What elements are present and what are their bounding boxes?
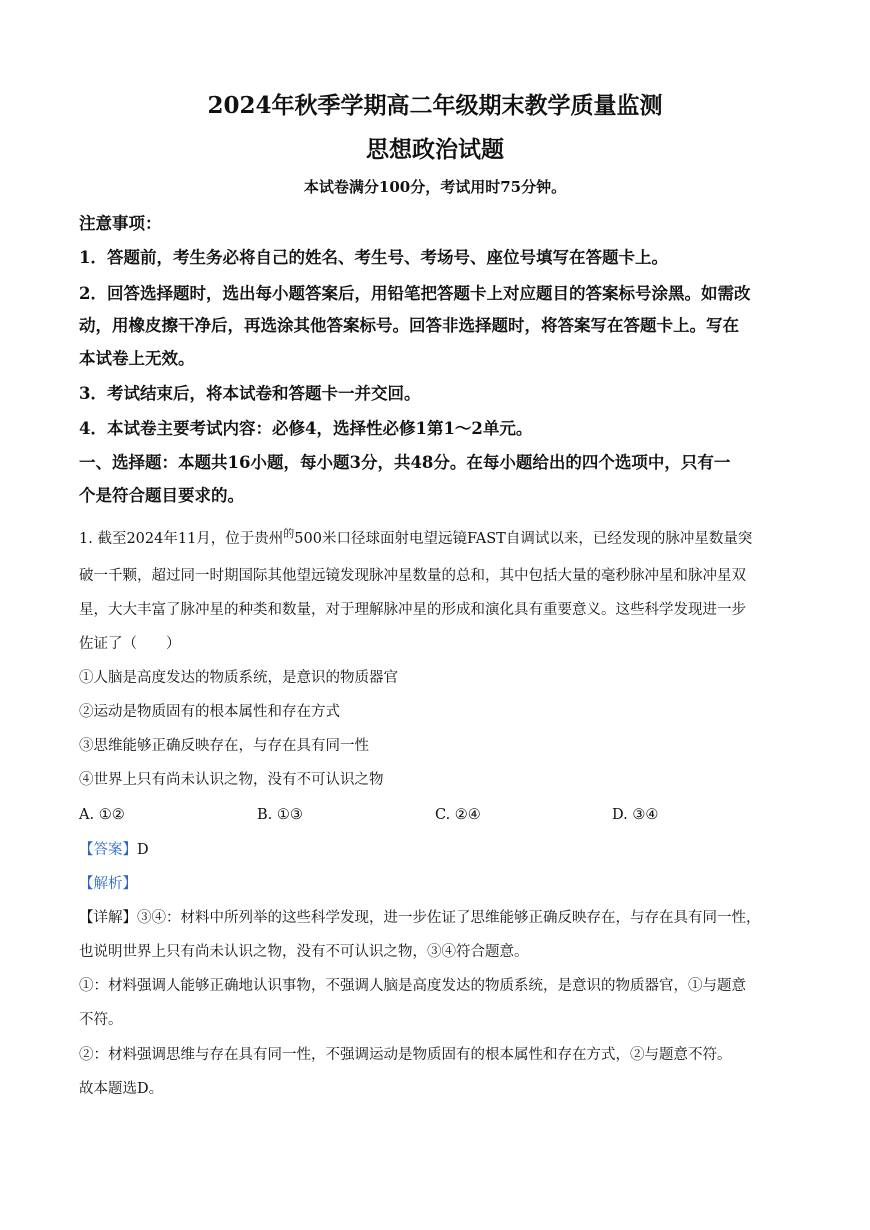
exam-title: 2024年秋季学期高二年级期末教学质量监测 (207, 92, 663, 119)
superscript-char: 的 (283, 527, 295, 540)
notice-item-2-line-2: 动，用橡皮擦干净后，再选涂其他答案标号。回答非选择题时，将答案写在答题卡上。写在 (79, 316, 739, 335)
statement-1: ①人脑是高度发达的物质系统，是意识的物质器官 (79, 670, 398, 686)
analysis-tag: 【解析】 (79, 876, 137, 892)
detail-line-4: 不符。 (79, 1012, 123, 1028)
section-heading-line-2: 个是符合题目要求的。 (79, 486, 244, 505)
notice-item-2-line-3: 本试卷上无效。 (79, 349, 195, 368)
detail-line-6: 故本题选D。 (79, 1081, 164, 1097)
detail-line-1 (79, 911, 761, 926)
question-1-line-3: 星，大大丰富了脉冲星的种类和数量，对于理解脉冲星的形成和演化具有重要意义。这些科学发现进一步 (79, 602, 746, 618)
choice-c: C. ②④ (435, 807, 481, 823)
answer-tag: 【答案】 (79, 842, 137, 858)
detail-line-3: ①：材料强调人能够正确地认识事物，不强调人脑是高度发达的物质系统，是意识的物质器官，①与题意 (79, 978, 746, 994)
notice-heading: 注意事项： (79, 214, 162, 233)
statement-3: ③思维能够正确反映存在，与存在具有同一性 (79, 738, 369, 754)
notice-item-4: 4．本试卷主要考试内容：必修4，选择性必修1第1～2单元。 (79, 419, 533, 438)
answer-value: D (137, 842, 149, 858)
notice-item-2-line-1: 2．回答选择题时，选出每小题答案后，用铅笔把答题卡上对应题目的答案标号涂黑。如需改 (79, 284, 751, 303)
choice-b: B. ①③ (257, 807, 303, 823)
detail-line-5: ②：材料强调思维与存在具有同一性，不强调运动是物质固有的根本属性和存在方式，②与题意不符。 (79, 1047, 732, 1063)
choice-d: D. ③④ (612, 807, 659, 823)
detail-tag: 【详解】 (79, 910, 137, 926)
exam-note: 本试卷满分100分，考试用时75分钟。 (303, 178, 567, 196)
answer-line (79, 843, 149, 858)
question-1-line-1 (79, 527, 753, 547)
notice-item-3: 3．考试结束后，将本试卷和答题卡一并交回。 (79, 384, 421, 403)
section-heading-line-1: 一、选择题：本题共16小题，每小题3分，共48分。在每小题给出的四个选项中，只有一 (79, 453, 731, 472)
question-1-stem-start: 1. 截至2024年11月，位于贵州 (79, 531, 284, 547)
question-1-line-2: 破一千颗，超过同一时期国际其他望远镜发现脉冲星数量的总和，其中包括大量的毫秒脉冲星和脉冲星双 (79, 568, 746, 584)
notice-item-1: 1．答题前，考生务必将自己的姓名、考生号、考场号、座位号填写在答题卡上。 (79, 248, 668, 267)
choice-a: A. ①② (79, 807, 125, 823)
subject-title: 思想政治试题 (366, 136, 504, 163)
detail-line-2: 也说明世界上只有尚未认识之物，没有不可认识之物，③④符合题意。 (79, 944, 529, 960)
question-1-line-4: 佐证了（ ） (79, 636, 181, 652)
question-1-stem-cont: 500米口径球面射电望远镜FAST自调试以来，已经发现的脉冲星数量突 (294, 531, 753, 547)
statement-2: ②运动是物质固有的根本属性和存在方式 (79, 704, 340, 720)
detail-text-1: ③④：材料中所列举的这些科学发现，进一步佐证了思维能够正确反映存在，与存在具有同一性， (137, 910, 761, 926)
statement-4: ④世界上只有尚未认识之物，没有不可认识之物 (79, 772, 384, 788)
